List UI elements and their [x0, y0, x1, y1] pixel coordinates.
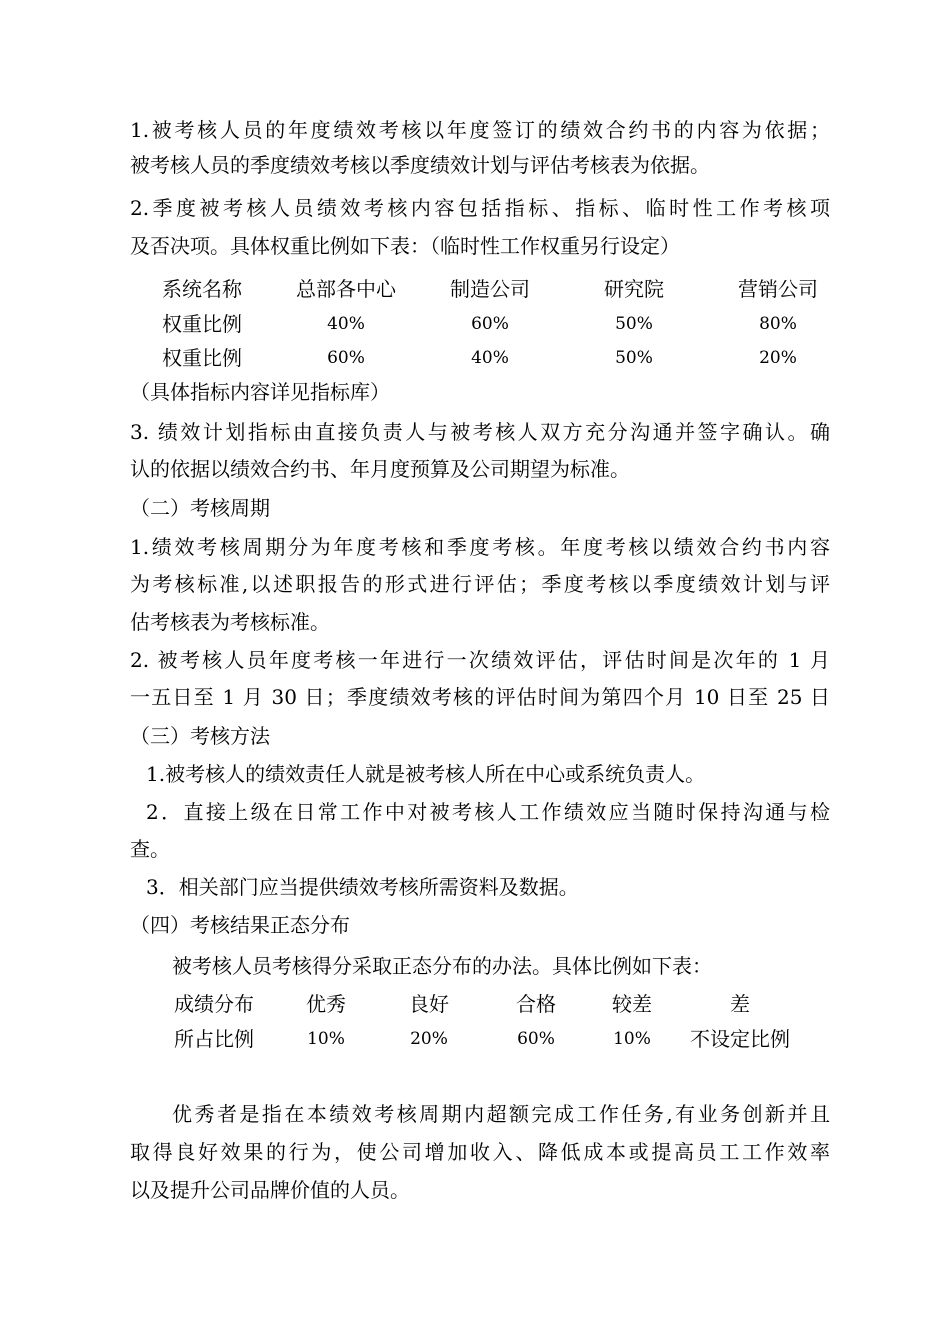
s1-p2-line1: 2.季度被考核人员绩效考核内容包括指标、指标、临时性工作考核项	[130, 196, 830, 220]
s2-p2-line1: 2. 被考核人员年度考核一年进行一次绩效评估，评估时间是次年的 1 月	[130, 648, 830, 672]
s1-p1-line1: 1.被考核人员的年度绩效考核以年度签订的绩效合约书的内容为依据；	[130, 118, 830, 142]
dist-table-cell: 60%	[517, 1029, 555, 1049]
section3-heading: （三）考核方法	[130, 724, 270, 748]
s3-p2-line2: 查。	[130, 837, 170, 861]
weight-table-cell: 20%	[759, 348, 797, 368]
s3-p3: 3．相关部门应当提供绩效考核所需资料及数据。	[146, 875, 579, 899]
weight-table-cell: 80%	[759, 314, 797, 334]
s4-closing-line1: 优秀者是指在本绩效考核周期内超额完成工作任务,有业务创新并且	[172, 1102, 830, 1126]
s1-p2-line2: 及否决项。具体权重比例如下表：（临时性工作权重另行设定）	[130, 234, 680, 258]
s4-closing-line3: 以及提升公司品牌价值的人员。	[130, 1178, 410, 1202]
s3-p1: 1.被考核人的绩效责任人就是被考核人所在中心或系统负责人。	[146, 762, 706, 786]
s2-p1-line1: 1.绩效考核周期分为年度考核和季度考核。年度考核以绩效合约书内容	[130, 535, 830, 559]
dist-table-header-cell: 差	[730, 992, 750, 1016]
weight-table-cell: 50%	[615, 314, 653, 334]
weight-table-cell: 60%	[327, 348, 365, 368]
section4-heading: （四）考核结果正态分布	[130, 913, 350, 937]
s1-note: （具体指标内容详见指标库）	[130, 380, 390, 404]
dist-table-header-cell: 优秀	[306, 992, 346, 1016]
weight-table-cell: 权重比例	[162, 346, 242, 370]
dist-table-header-cell: 合格	[516, 992, 556, 1016]
s1-p3-line2: 认的依据以绩效合约书、年月度预算及公司期望为标准。	[130, 457, 630, 481]
weight-table-header-cell: 营销公司	[738, 277, 818, 301]
weight-table-cell: 40%	[471, 348, 509, 368]
dist-table-header-cell: 较差	[612, 992, 652, 1016]
weight-table-header-cell: 总部各中心	[296, 277, 396, 301]
section2-heading: （二）考核周期	[130, 496, 270, 520]
dist-table-cell: 10%	[613, 1029, 651, 1049]
weight-table-cell: 40%	[327, 314, 365, 334]
s3-p2-line1: 2．直接上级在日常工作中对被考核人工作绩效应当随时保持沟通与检	[146, 800, 830, 824]
s2-p1-line2: 为考核标准,以述职报告的形式进行评估；季度考核以季度绩效计划与评	[130, 572, 830, 596]
s2-p1-line3: 估考核表为考核标准。	[130, 610, 330, 634]
dist-table-cell: 10%	[307, 1029, 345, 1049]
s2-p2-line2: 一五日至 1 月 30 日；季度绩效考核的评估时间为第四个月 10 日至 25 日	[130, 685, 830, 709]
dist-table-header-cell: 成绩分布	[174, 992, 254, 1016]
s1-p1-line2: 被考核人员的季度绩效考核以季度绩效计划与评估考核表为依据。	[130, 153, 710, 177]
weight-table-cell: 50%	[615, 348, 653, 368]
weight-table-header-cell: 研究院	[604, 277, 664, 301]
dist-table-cell: 所占比例	[174, 1027, 254, 1051]
dist-table-cell: 20%	[410, 1029, 448, 1049]
s4-intro: 被考核人员考核得分采取正态分布的办法。具体比例如下表：	[172, 954, 712, 978]
weight-table-cell: 60%	[471, 314, 509, 334]
s1-p3-line1: 3. 绩效计划指标由直接负责人与被考核人双方充分沟通并签字确认。确	[130, 420, 830, 444]
weight-table-header-cell: 制造公司	[450, 277, 530, 301]
weight-table-cell: 权重比例	[162, 312, 242, 336]
weight-table-header-cell: 系统名称	[162, 277, 242, 301]
dist-table-header-cell: 良好	[409, 992, 449, 1016]
s4-closing-line2: 取得良好效果的行为，使公司增加收入、降低成本或提高员工工作效率	[130, 1140, 830, 1164]
dist-table-cell: 不设定比例	[690, 1027, 790, 1051]
